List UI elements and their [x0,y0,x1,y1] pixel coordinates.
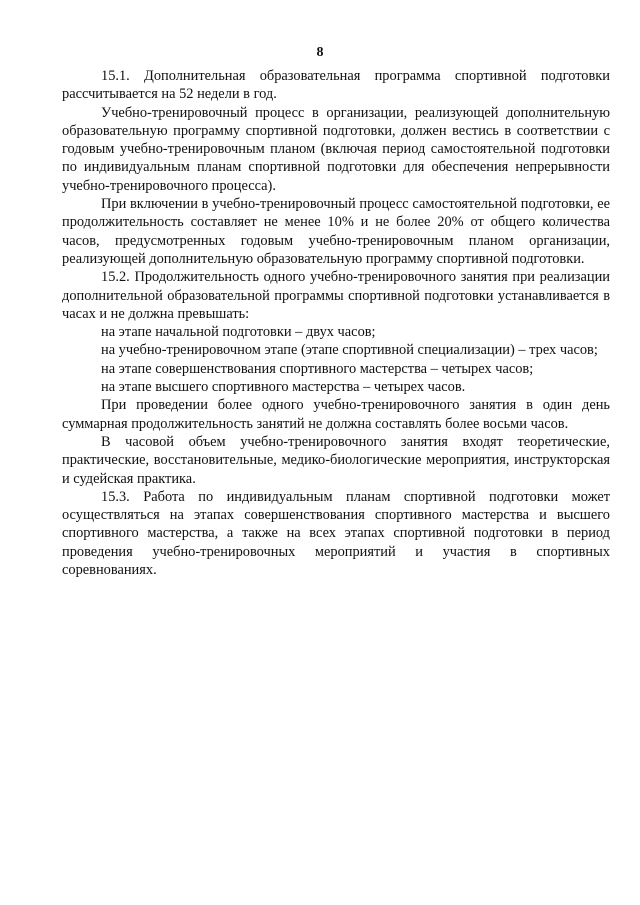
page-number: 8 [316,45,324,60]
list-item-training-stage: на учебно-тренировочном этапе (этапе спортивной специализации) – трех часов; [101,342,598,359]
paragraph-self-preparation: При включении в учебно-тренировочный процесс самостоятельной подготовки, ее продолжительность составляет не менее 10% и не более 20% от общего количества часов, предусмотренных годовым учебно-тренировочным планом организации, реализующей дополнительную образовательную программу спортивной подготовки. [62,196,610,267]
paragraph-15-1: 15.1. Дополнительная образовательная программа спортивной подготовки рассчитывается на 52 недели в год. [62,68,610,103]
list-item-initial-stage: на этапе начальной подготовки – двух часов; [101,324,376,341]
paragraph-hourly-volume: В часовой объем учебно-тренировочного занятия входят теоретические, практические, восстановительные, медико-биологические мероприятия, инструкторская и судейская практика. [62,433,610,487]
paragraph-15-3: 15.3. Работа по индивидуальным планам спортивной подготовки может осуществляться на этапах совершенствования спортивного мастерства и высшего спортивного мастерства, а также на всех этапах спортивной подготовки в период проведения учебно-тренировочных мероприятий и участия в спортивных соревнованиях. [62,488,610,579]
list-item-higher-mastery-stage: на этапе высшего спортивного мастерства – четырех часов. [101,379,466,396]
document-body [62,67,610,579]
list-item-mastery-stage: на этапе совершенствования спортивного мастерства – четырех часов; [101,360,534,377]
paragraph-training-process: Учебно-тренировочный процесс в организации, реализующей дополнительную образовательную программу спортивной подготовки, должен вестись в соответствии с годовым учебно-тренировочным планом (включая период самостоятельной подготовки по индивидуальным планам спортивной подготовки для обеспечения непрерывности учебно-тренировочного процесса). [62,104,610,194]
paragraph-daily-limit: При проведении более одного учебно-тренировочного занятия в один день суммарная продолжительность занятий не должна составлять более восьми часов. [62,397,610,432]
paragraph-15-2: 15.2. Продолжительность одного учебно-тренировочного занятия при реализации дополнительной образовательной программы спортивной подготовки устанавливается в часах и не должна превышать: [62,269,610,322]
